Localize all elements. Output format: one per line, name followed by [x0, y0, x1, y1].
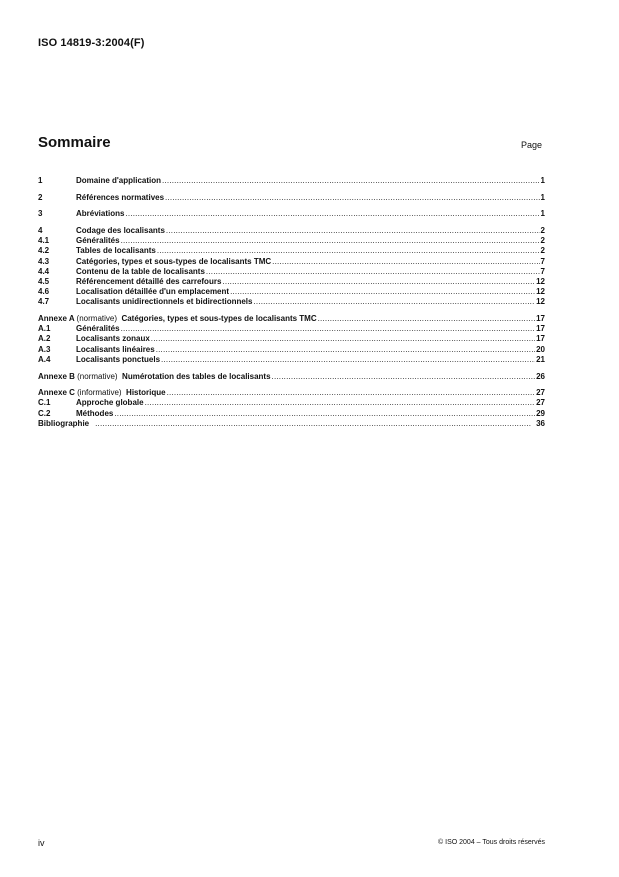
- toc-entry[interactable]: [38, 236, 545, 246]
- toc-entry[interactable]: [38, 226, 545, 236]
- dot-leader: [166, 226, 540, 236]
- dot-leader: [167, 388, 535, 398]
- toc-entry-number: A.3: [38, 344, 51, 354]
- toc-entry-page: 2: [540, 246, 545, 256]
- toc-entry[interactable]: [38, 297, 545, 307]
- toc-entry-label: Historique: [126, 388, 166, 398]
- dot-leader: [151, 334, 535, 344]
- toc-entry-label: Contenu de la table de localisants: [76, 266, 205, 276]
- document-id: ISO 14819-3:2004(F): [38, 37, 145, 49]
- toc-entry-number: A.2: [38, 334, 51, 344]
- toc-entry-page: 1: [540, 209, 545, 219]
- toc-entry-number: 4.1: [38, 236, 50, 246]
- toc-entry-page: 36: [536, 418, 545, 428]
- toc-entry-label: Bibliographie: [38, 418, 90, 428]
- toc-entry-label: Généralités: [76, 324, 120, 334]
- dot-leader: [161, 355, 535, 365]
- toc-entry[interactable]: [38, 277, 545, 287]
- toc-entry[interactable]: [38, 246, 545, 256]
- annex-name: Annexe A: [38, 314, 75, 324]
- toc-entry-number: 4: [38, 226, 43, 236]
- dot-leader: [222, 277, 535, 287]
- toc-entry-number: A.1: [38, 324, 51, 334]
- dot-leader: [230, 287, 535, 297]
- annex-type: (normative): [76, 314, 117, 324]
- dot-leader: [206, 267, 540, 277]
- toc-entry[interactable]: [38, 176, 545, 186]
- toc-entry-page: 7: [540, 256, 545, 266]
- toc-entry-label: Localisants unidirectionnels et bidirectionnels: [76, 297, 253, 307]
- toc-entry-number: C.2: [38, 408, 51, 418]
- toc-entry-label: Références normatives: [76, 192, 165, 202]
- toc-entry-bibliography[interactable]: [38, 419, 545, 429]
- toc-entry-number: 3: [38, 209, 43, 219]
- toc-entry-page: 12: [536, 297, 545, 307]
- dot-leader: [318, 314, 535, 324]
- toc-entry-number: 4.4: [38, 266, 50, 276]
- toc-annex-entry[interactable]: [38, 314, 545, 324]
- toc-entry-label: Codage des localisants: [76, 226, 165, 236]
- toc-entry-label: Catégories, types et sous-types de localisants TMC: [121, 314, 317, 324]
- toc-entry-label: Localisants linéaires: [76, 344, 155, 354]
- dot-leader: [272, 372, 536, 382]
- dot-leader: [157, 246, 540, 256]
- toc-entry[interactable]: [38, 193, 545, 203]
- toc-entry-page: 1: [540, 192, 545, 202]
- dot-leader: [95, 419, 532, 429]
- toc-entry[interactable]: [38, 324, 545, 334]
- page-number: iv: [38, 838, 45, 848]
- toc-entry-number: A.4: [38, 354, 51, 364]
- dot-leader: [121, 236, 540, 246]
- toc-entry[interactable]: [38, 334, 545, 344]
- annex-name: Annexe C: [38, 388, 75, 398]
- toc-entry-label: Localisants zonaux: [76, 334, 150, 344]
- toc-annex-heading: [38, 372, 271, 382]
- toc-entry-label: Généralités: [76, 236, 120, 246]
- dot-leader: [253, 297, 535, 307]
- toc-entry-label: Localisation détaillée d'un emplacement: [76, 287, 230, 297]
- toc-entry-page: 20: [536, 344, 545, 354]
- annex-name: Annexe B: [38, 371, 75, 381]
- toc-entry[interactable]: [38, 267, 545, 277]
- toc-entry-number: 1: [38, 176, 43, 185]
- toc-entry-page: 29: [536, 408, 545, 418]
- toc-entry-page: 27: [536, 388, 545, 398]
- toc-entry-label: Abréviations: [76, 209, 125, 219]
- toc-entry[interactable]: [38, 257, 545, 267]
- toc-entry[interactable]: [38, 345, 545, 355]
- toc-entry-page: 2: [540, 226, 545, 236]
- toc-entry-label: Méthodes: [76, 408, 114, 418]
- dot-leader: [272, 257, 539, 267]
- toc-entry-number: C.1: [38, 398, 51, 408]
- toc-entry-number: 4.5: [38, 277, 50, 286]
- toc-entry-page: 17: [536, 334, 545, 344]
- toc-entry-number: 4.7: [38, 297, 50, 307]
- toc-entry-label: Tables de localisants: [76, 246, 156, 256]
- table-of-contents: [38, 176, 545, 429]
- toc-entry-page: 12: [536, 287, 545, 297]
- dot-leader: [156, 345, 535, 355]
- toc-entry[interactable]: [38, 209, 545, 219]
- toc-annex-entry[interactable]: [38, 372, 545, 382]
- dot-leader: [162, 176, 540, 186]
- toc-entry-label: Approche globale: [76, 398, 144, 408]
- toc-entry-page: 12: [536, 277, 545, 286]
- toc-entry[interactable]: [38, 398, 545, 408]
- page-column-label: Page: [521, 140, 543, 150]
- dot-leader: [145, 398, 536, 408]
- toc-entry-page: 26: [536, 371, 545, 381]
- toc-entry-page: 21: [536, 354, 545, 364]
- toc-entry-page: 17: [536, 324, 545, 334]
- dot-leader: [125, 209, 539, 219]
- toc-entry-number: 4.2: [38, 246, 50, 256]
- toc-annex-entry[interactable]: [38, 388, 545, 398]
- toc-entry-number: 4.6: [38, 287, 50, 297]
- toc-entry-label: Domaine d'application: [76, 176, 162, 185]
- toc-title: Sommaire: [38, 134, 111, 151]
- toc-entry-number: 4.3: [38, 256, 50, 266]
- toc-entry-label: Numérotation des tables de localisants: [122, 371, 271, 381]
- toc-entry[interactable]: [38, 355, 545, 365]
- annex-type: (normative): [77, 371, 118, 381]
- toc-entry-page: 27: [536, 398, 545, 408]
- toc-entry-page: 7: [540, 266, 545, 276]
- toc-entry-page: 2: [540, 236, 545, 246]
- toc-entry-label: Localisants ponctuels: [76, 354, 161, 364]
- copyright-notice: © ISO 2004 – Tous droits réservés: [438, 839, 545, 846]
- toc-entry[interactable]: [38, 287, 545, 297]
- toc-entry-number: 2: [38, 192, 43, 202]
- toc-entry-label: Référencement détaillé des carrefours: [76, 277, 222, 286]
- toc-annex-heading: [38, 314, 317, 324]
- toc-entry-page: 1: [540, 176, 545, 185]
- dot-leader: [121, 324, 536, 334]
- toc-annex-heading: [38, 388, 166, 398]
- dot-leader: [165, 193, 540, 203]
- toc-entry-label: Catégories, types et sous-types de localisants TMC: [76, 256, 272, 266]
- toc-entry-page: 17: [536, 314, 545, 324]
- toc-entry[interactable]: [38, 409, 545, 419]
- annex-type: (informative): [77, 388, 122, 398]
- dot-leader: [114, 409, 535, 419]
